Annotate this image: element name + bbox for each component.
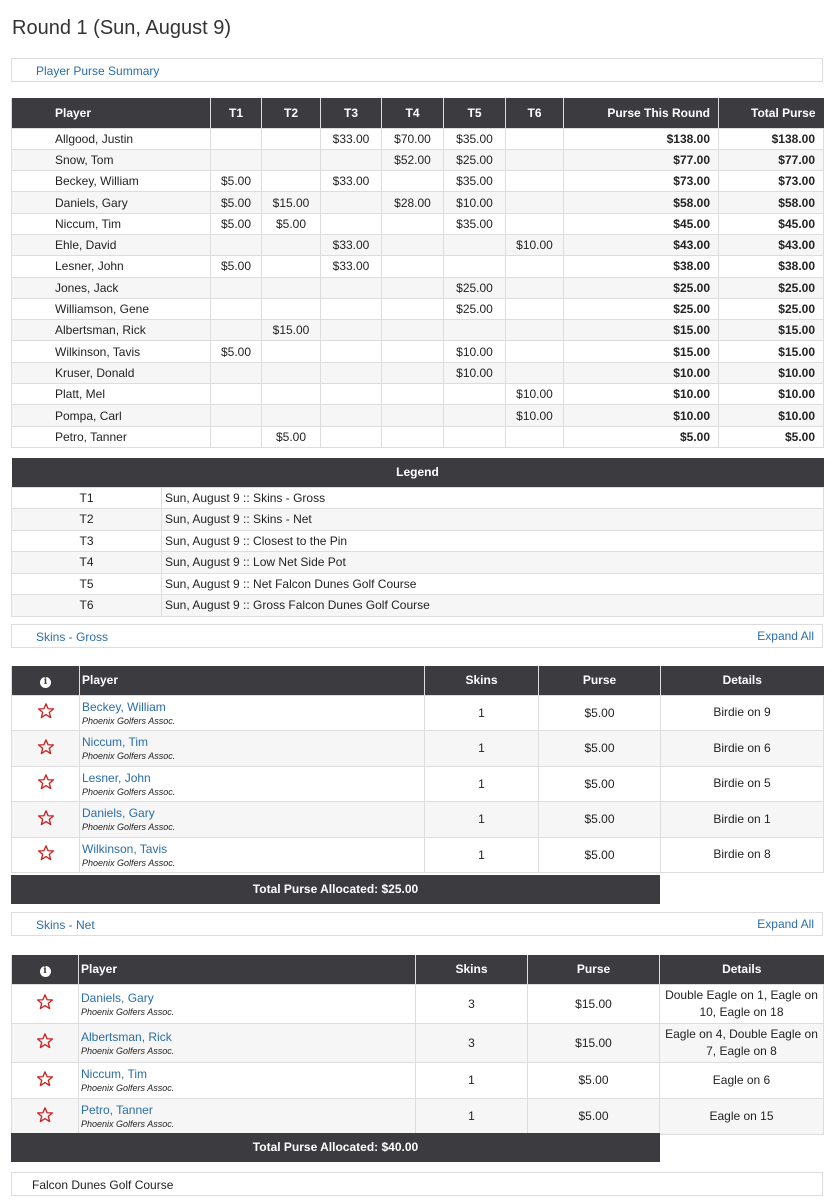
purse-cell: $25.00 xyxy=(719,298,824,319)
skins-gross-expand-all-link[interactable]: Expand All xyxy=(757,629,814,643)
player-name: Daniels, Gary xyxy=(12,192,211,213)
purse-cell xyxy=(262,298,321,319)
legend-row xyxy=(12,530,824,552)
purse-cell: $58.00 xyxy=(564,192,719,213)
details-cell: Birdie on 1 xyxy=(661,802,824,838)
purse-cell xyxy=(211,362,262,383)
player-cell xyxy=(80,837,425,873)
purse-cell: $28.00 xyxy=(382,192,444,213)
legend-key: T3 xyxy=(12,530,162,552)
player-cell xyxy=(80,802,425,838)
purse-cell: $138.00 xyxy=(564,128,719,149)
purse-cell: $15.00 xyxy=(719,320,824,341)
purse-cell: $5.00 xyxy=(539,695,661,731)
purse-cell: $5.00 xyxy=(539,766,661,802)
player-name: Allgood, Justin xyxy=(12,128,211,149)
purse-cell xyxy=(382,320,444,341)
purse-cell: $43.00 xyxy=(719,234,824,255)
details-cell: Eagle on 15 xyxy=(660,1098,824,1134)
star-icon[interactable] xyxy=(36,1106,54,1124)
club-name: Phoenix Golfers Assoc. xyxy=(81,1045,175,1056)
purse-cell: $25.00 xyxy=(564,277,719,298)
purse-cell: $5.00 xyxy=(539,802,661,838)
purse-cell: $33.00 xyxy=(321,234,382,255)
club-name: Phoenix Golfers Assoc. xyxy=(81,1083,175,1093)
col-header: Purse xyxy=(528,955,660,984)
table-row xyxy=(12,426,824,447)
purse-cell: $35.00 xyxy=(444,171,506,192)
purse-cell xyxy=(262,341,321,362)
table-row xyxy=(12,362,824,383)
purse-cell xyxy=(211,234,262,255)
col-header: Player xyxy=(79,955,416,984)
purse-cell xyxy=(506,277,564,298)
purse-cell: $45.00 xyxy=(564,213,719,234)
legend-description: Sun, August 9 :: Skins - Net xyxy=(162,509,824,531)
star-cell[interactable] xyxy=(12,731,80,767)
legend-table xyxy=(11,458,824,617)
col-header: T2 xyxy=(262,98,321,128)
legend-key: T5 xyxy=(12,573,162,595)
star-cell[interactable] xyxy=(12,766,80,802)
legend-key: T1 xyxy=(12,487,162,509)
purse-cell: $15.00 xyxy=(262,192,321,213)
purse-cell xyxy=(506,298,564,319)
star-cell[interactable] xyxy=(12,984,79,1023)
club-name: Phoenix Golfers Assoc. xyxy=(82,786,176,797)
legend-description: Sun, August 9 :: Closest to the Pin xyxy=(162,530,824,552)
purse-cell: $10.00 xyxy=(719,384,824,405)
purse-cell xyxy=(321,192,382,213)
purse-cell: $5.00 xyxy=(262,213,321,234)
player-link[interactable]: Lesner, John xyxy=(82,770,151,785)
table-row xyxy=(12,1098,824,1134)
purse-cell: $38.00 xyxy=(719,256,824,277)
player-cell xyxy=(80,766,425,802)
purse-cell: $15.00 xyxy=(528,1023,660,1062)
purse-cell: $5.00 xyxy=(539,837,661,873)
star-icon[interactable] xyxy=(37,844,55,862)
skins-cell: 1 xyxy=(425,802,539,838)
purse-cell: $10.00 xyxy=(564,362,719,383)
info-icon: i xyxy=(40,677,51,688)
purse-cell xyxy=(506,256,564,277)
table-row xyxy=(12,213,824,234)
purse-cell: $10.00 xyxy=(444,192,506,213)
col-header: Skins xyxy=(416,955,528,984)
legend-header: Legend xyxy=(12,458,824,487)
legend-row xyxy=(12,573,824,595)
col-header: Details xyxy=(661,666,824,695)
legend-row xyxy=(12,487,824,509)
purse-cell xyxy=(382,384,444,405)
legend-key: T4 xyxy=(12,552,162,574)
purse-cell: $33.00 xyxy=(321,171,382,192)
purse-cell: $35.00 xyxy=(444,128,506,149)
purse-cell: $73.00 xyxy=(564,171,719,192)
player-cell xyxy=(79,1023,416,1062)
purse-cell xyxy=(211,277,262,298)
purse-cell xyxy=(444,256,506,277)
club-name: Phoenix Golfers Assoc. xyxy=(82,751,176,762)
purse-cell: $10.00 xyxy=(564,405,719,426)
skins-gross-bar[interactable] xyxy=(11,624,823,648)
table-row xyxy=(12,277,824,298)
table-row xyxy=(12,802,824,838)
legend-description: Sun, August 9 :: Low Net Side Pot xyxy=(162,552,824,574)
details-cell: Eagle on 4, Double Eagle on 7, Eagle on 8 xyxy=(660,1023,824,1062)
purse-cell xyxy=(444,405,506,426)
player-name: Beckey, William xyxy=(12,171,211,192)
purse-cell xyxy=(382,171,444,192)
details-cell: Double Eagle on 1, Eagle on 10, Eagle on 18 xyxy=(660,984,824,1023)
purse-cell: $33.00 xyxy=(321,256,382,277)
purse-cell: $10.00 xyxy=(506,384,564,405)
col-header: T1 xyxy=(211,98,262,128)
purse-cell: $25.00 xyxy=(564,298,719,319)
purse-cell xyxy=(444,426,506,447)
purse-cell xyxy=(262,256,321,277)
skins-net-total: Total Purse Allocated: $40.00 xyxy=(11,1133,660,1162)
purse-cell xyxy=(382,213,444,234)
skins-cell: 1 xyxy=(425,731,539,767)
player-name: Kruser, Donald xyxy=(12,362,211,383)
details-cell: Birdie on 8 xyxy=(661,837,824,873)
star-icon[interactable] xyxy=(36,1032,54,1050)
purse-cell: $5.00 xyxy=(528,1098,660,1134)
table-row xyxy=(12,384,824,405)
purse-cell xyxy=(321,426,382,447)
player-purse-summary-bar[interactable] xyxy=(11,58,823,82)
player-name: Pompa, Carl xyxy=(12,405,211,426)
star-cell[interactable] xyxy=(12,695,80,731)
col-header: T5 xyxy=(444,98,506,128)
purse-cell xyxy=(506,171,564,192)
purse-cell xyxy=(262,405,321,426)
club-name: Phoenix Golfers Assoc. xyxy=(82,822,176,833)
purse-cell xyxy=(506,192,564,213)
legend-row xyxy=(12,595,824,617)
purse-cell: $10.00 xyxy=(719,362,824,383)
purse-cell: $25.00 xyxy=(444,149,506,170)
table-row xyxy=(12,298,824,319)
purse-cell: $70.00 xyxy=(382,128,444,149)
purse-cell: $5.00 xyxy=(211,256,262,277)
player-name: Wilkinson, Tavis xyxy=(12,341,211,362)
purse-cell xyxy=(262,128,321,149)
legend-key: T6 xyxy=(12,595,162,617)
purse-cell xyxy=(321,277,382,298)
purse-cell: $77.00 xyxy=(719,149,824,170)
purse-cell: $52.00 xyxy=(382,149,444,170)
table-row xyxy=(12,320,824,341)
purse-cell: $5.00 xyxy=(211,192,262,213)
player-link[interactable]: Niccum, Tim xyxy=(81,1067,147,1081)
table-row xyxy=(12,405,824,426)
purse-cell: $15.00 xyxy=(719,341,824,362)
purse-cell xyxy=(506,320,564,341)
col-header: Skins xyxy=(425,666,539,695)
player-name: Jones, Jack xyxy=(12,277,211,298)
purse-cell xyxy=(262,362,321,383)
club-name: Phoenix Golfers Assoc. xyxy=(81,1119,175,1129)
purse-cell xyxy=(211,320,262,341)
purse-cell: $5.00 xyxy=(211,213,262,234)
purse-cell xyxy=(211,149,262,170)
col-header: Player xyxy=(12,98,211,128)
purse-cell xyxy=(382,234,444,255)
star-icon[interactable] xyxy=(36,1070,54,1088)
star-cell[interactable] xyxy=(12,1098,79,1134)
player-link[interactable]: Daniels, Gary xyxy=(82,806,155,821)
purse-cell: $10.00 xyxy=(506,234,564,255)
purse-cell: $5.00 xyxy=(539,731,661,767)
col-header: T6 xyxy=(506,98,564,128)
purse-cell xyxy=(262,234,321,255)
purse-cell xyxy=(321,341,382,362)
purse-cell xyxy=(262,171,321,192)
player-cell xyxy=(80,731,425,767)
skins-cell: 1 xyxy=(425,695,539,731)
player-cell xyxy=(79,1098,416,1134)
player-link[interactable]: Petro, Tanner xyxy=(81,1103,153,1117)
purse-cell xyxy=(321,298,382,319)
table-row xyxy=(12,149,824,170)
skins-cell: 1 xyxy=(425,766,539,802)
purse-cell: $5.00 xyxy=(262,426,321,447)
purse-cell: $10.00 xyxy=(444,362,506,383)
purse-cell: $58.00 xyxy=(719,192,824,213)
purse-cell xyxy=(506,341,564,362)
skins-net-expand-all-link[interactable]: Expand All xyxy=(757,917,814,931)
purse-summary-table xyxy=(11,98,824,448)
purse-cell xyxy=(211,384,262,405)
skins-cell: 1 xyxy=(425,837,539,873)
purse-cell xyxy=(382,341,444,362)
skins-cell: 3 xyxy=(416,984,528,1023)
info-header xyxy=(12,666,80,695)
star-icon[interactable] xyxy=(37,809,55,827)
purse-cell: $5.00 xyxy=(564,426,719,447)
info-header xyxy=(12,955,79,984)
purse-cell xyxy=(211,128,262,149)
player-name: Petro, Tanner xyxy=(12,426,211,447)
course-bar[interactable] xyxy=(11,1172,823,1196)
purse-cell: $38.00 xyxy=(564,256,719,277)
legend-description: Sun, August 9 :: Gross Falcon Dunes Golf Course xyxy=(162,595,824,617)
purse-cell xyxy=(262,384,321,405)
player-cell xyxy=(79,1062,416,1098)
purse-cell xyxy=(321,149,382,170)
skins-cell: 1 xyxy=(416,1098,528,1134)
purse-cell xyxy=(321,405,382,426)
col-header: T4 xyxy=(382,98,444,128)
col-header: Player xyxy=(80,666,425,695)
details-cell: Birdie on 9 xyxy=(661,695,824,731)
purse-cell: $5.00 xyxy=(528,1062,660,1098)
player-name: Niccum, Tim xyxy=(12,213,211,234)
player-name: Snow, Tom xyxy=(12,149,211,170)
purse-cell xyxy=(506,213,564,234)
legend-row xyxy=(12,509,824,531)
info-icon: i xyxy=(40,966,51,977)
skins-cell: 1 xyxy=(416,1062,528,1098)
purse-cell xyxy=(444,384,506,405)
player-cell xyxy=(80,695,425,731)
skins-gross-table xyxy=(11,666,824,873)
purse-cell xyxy=(382,256,444,277)
table-row xyxy=(12,766,824,802)
purse-cell xyxy=(506,128,564,149)
purse-cell xyxy=(444,234,506,255)
purse-cell xyxy=(382,426,444,447)
player-purse-summary-link[interactable]: Player Purse Summary xyxy=(36,64,160,78)
purse-cell xyxy=(506,149,564,170)
star-icon[interactable] xyxy=(36,993,54,1011)
purse-cell: $5.00 xyxy=(719,426,824,447)
star-icon[interactable] xyxy=(37,773,55,791)
purse-cell xyxy=(506,362,564,383)
table-row xyxy=(12,984,824,1023)
player-link[interactable]: Beckey, William xyxy=(82,699,166,714)
purse-cell xyxy=(262,277,321,298)
skins-net-table xyxy=(11,955,824,1135)
table-row xyxy=(12,128,824,149)
player-link[interactable]: Wilkinson, Tavis xyxy=(82,841,168,856)
player-name: Ehle, David xyxy=(12,234,211,255)
purse-cell: $10.00 xyxy=(506,405,564,426)
purse-cell: $25.00 xyxy=(444,298,506,319)
purse-cell: $15.00 xyxy=(528,984,660,1023)
purse-cell xyxy=(321,384,382,405)
club-name: Phoenix Golfers Assoc. xyxy=(82,715,176,726)
purse-cell: $25.00 xyxy=(719,277,824,298)
purse-cell: $25.00 xyxy=(444,277,506,298)
table-row xyxy=(12,837,824,873)
table-row xyxy=(12,695,824,731)
purse-cell: $10.00 xyxy=(719,405,824,426)
page-title: Round 1 (Sun, August 9) xyxy=(12,17,232,39)
player-name: Albertsman, Rick xyxy=(12,320,211,341)
col-header: Purse xyxy=(539,666,661,695)
table-row xyxy=(12,234,824,255)
purse-cell: $77.00 xyxy=(564,149,719,170)
club-name: Phoenix Golfers Assoc. xyxy=(82,857,176,868)
purse-cell xyxy=(211,298,262,319)
skins-net-bar[interactable] xyxy=(11,912,823,936)
legend-description: Sun, August 9 :: Skins - Gross xyxy=(162,487,824,509)
star-cell[interactable] xyxy=(12,802,80,838)
purse-cell: $5.00 xyxy=(211,171,262,192)
table-row xyxy=(12,1062,824,1098)
legend-row xyxy=(12,552,824,574)
skins-gross-link[interactable]: Skins - Gross xyxy=(36,630,109,644)
purse-cell xyxy=(382,277,444,298)
purse-cell: $43.00 xyxy=(564,234,719,255)
purse-cell xyxy=(382,298,444,319)
purse-cell: $15.00 xyxy=(564,341,719,362)
player-link[interactable]: Daniels, Gary xyxy=(81,990,154,1005)
player-link[interactable]: Niccum, Tim xyxy=(82,735,148,750)
skins-gross-total: Total Purse Allocated: $25.00 xyxy=(11,875,660,904)
purse-cell: $15.00 xyxy=(564,320,719,341)
table-row xyxy=(12,171,824,192)
player-cell xyxy=(79,984,416,1023)
purse-cell: $10.00 xyxy=(564,384,719,405)
purse-cell xyxy=(321,362,382,383)
purse-cell xyxy=(211,426,262,447)
purse-cell: $45.00 xyxy=(719,213,824,234)
star-cell[interactable] xyxy=(12,1023,79,1062)
purse-cell: $33.00 xyxy=(321,128,382,149)
star-icon[interactable] xyxy=(37,702,55,720)
legend-key: T2 xyxy=(12,509,162,531)
course-label: Falcon Dunes Golf Course xyxy=(32,1178,174,1192)
col-header: Total Purse xyxy=(719,98,824,128)
col-header: T3 xyxy=(321,98,382,128)
purse-cell xyxy=(382,405,444,426)
table-row xyxy=(12,731,824,767)
skins-cell: 3 xyxy=(416,1023,528,1062)
table-row xyxy=(12,1023,824,1062)
star-cell[interactable] xyxy=(12,837,80,873)
legend-description: Sun, August 9 :: Net Falcon Dunes Golf Course xyxy=(162,573,824,595)
purse-cell: $73.00 xyxy=(719,171,824,192)
purse-cell xyxy=(506,426,564,447)
col-header: Details xyxy=(660,955,824,984)
purse-cell xyxy=(211,405,262,426)
table-row xyxy=(12,256,824,277)
purse-cell: $15.00 xyxy=(262,320,321,341)
skins-net-link[interactable]: Skins - Net xyxy=(36,918,95,932)
purse-cell: $5.00 xyxy=(211,341,262,362)
club-name: Phoenix Golfers Assoc. xyxy=(81,1006,175,1017)
table-row xyxy=(12,192,824,213)
purse-cell xyxy=(382,362,444,383)
details-cell: Birdie on 6 xyxy=(661,731,824,767)
details-cell: Birdie on 5 xyxy=(661,766,824,802)
purse-cell: $35.00 xyxy=(444,213,506,234)
purse-cell xyxy=(444,320,506,341)
purse-cell xyxy=(262,149,321,170)
player-name: Williamson, Gene xyxy=(12,298,211,319)
player-name: Lesner, John xyxy=(12,256,211,277)
purse-cell: $138.00 xyxy=(719,128,824,149)
table-row xyxy=(12,341,824,362)
player-link[interactable]: Albertsman, Rick xyxy=(81,1029,172,1044)
purse-cell: $10.00 xyxy=(444,341,506,362)
details-cell: Eagle on 6 xyxy=(660,1062,824,1098)
star-cell[interactable] xyxy=(12,1062,79,1098)
player-name: Platt, Mel xyxy=(12,384,211,405)
purse-cell xyxy=(321,320,382,341)
col-header: Purse This Round xyxy=(564,98,719,128)
purse-cell xyxy=(321,213,382,234)
star-icon[interactable] xyxy=(37,738,55,756)
